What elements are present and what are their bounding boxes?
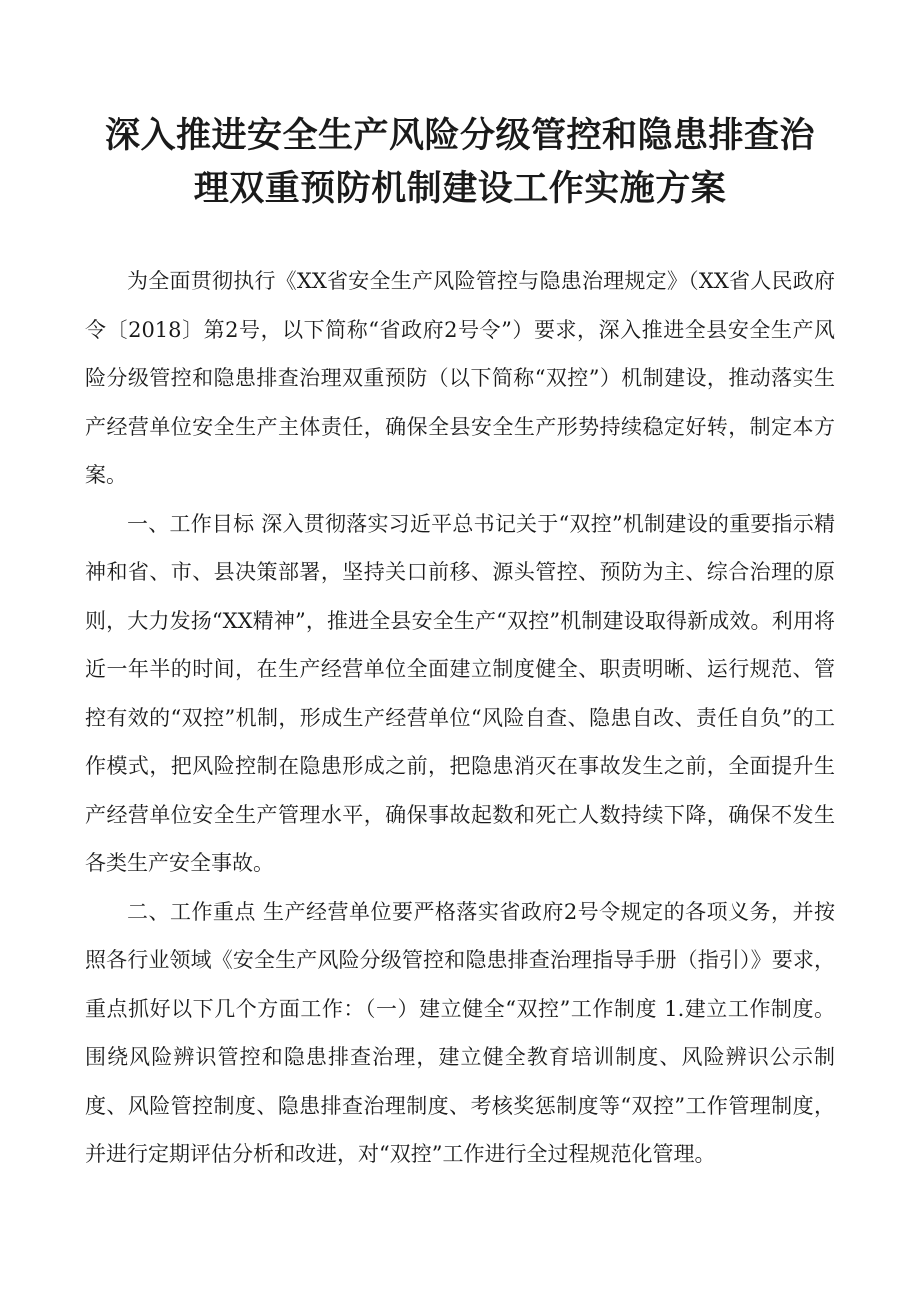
paragraph-work-focus: 二、工作重点 生产经营单位要严格落实省政府2号令规定的各项义务，并按照各行业领域《安全生产风险分级管控和隐患排查治理指导手册（指引）》要求，重点抓好以下几个方面工作：（一）建立健全“双控”工作制度 1.建立工作制度。围绕风险辨识管控和隐患排查治理，建立健全教育培训制度、风险辨识公示制度、风险管控制度、隐患排查治理制度、考核奖惩制度等“双控”工作管理制度，并进行定期评估分析和改进，对“双控”工作进行全过程规范化管理。 [85,899,835,1166]
title-line-1: 深入推进安全生产风险分级管控和隐患排查治 [104,116,815,156]
title-line-2: 理双重预防机制建设工作实施方案 [193,169,727,209]
document-body [85,257,835,1179]
document-title [70,110,850,216]
paragraph-intro: 为全面贯彻执行《XX省安全生产风险管控与隐患治理规定》（XX省人民政府令〔2018〕第2号，以下简称“省政府2号令”）要求，深入推进全县安全生产风险分级管控和隐患排查治理双重预防（以下简称“双控”）机制建设，推动落实生产经营单位安全生产主体责任，确保全县安全生产形势持续稳定好转，制定本方案。 [85,269,835,487]
paragraph-work-goals: 一、工作目标 深入贯彻落实习近平总书记关于“双控”机制建设的重要指示精神和省、市、县决策部署，坚持关口前移、源头管控、预防为主、综合治理的原则，大力发扬“XX精神”，推进全县安全生产“双控”机制建设取得新成效。利用将近一年半的时间，在生产经营单位全面建立制度健全、职责明晰、运行规范、管控有效的“双控”机制，形成生产经营单位“风险自查、隐患自改、责任自负”的工作模式，把风险控制在隐患形成之前，把隐患消灭在事故发生之前，全面提升生产经营单位安全生产管理水平，确保事故起数和死亡人数持续下降，确保不发生各类生产安全事故。 [85,511,835,875]
